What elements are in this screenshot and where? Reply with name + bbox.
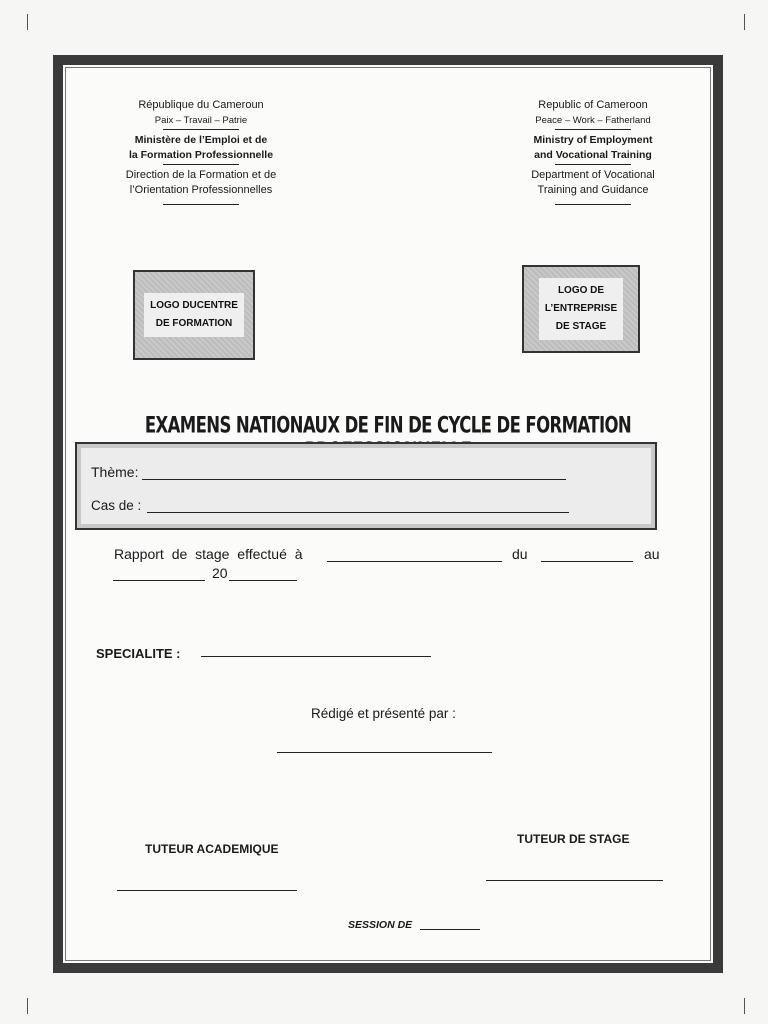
cas-field[interactable]	[147, 498, 569, 513]
ministry-en-2: and Vocational Training	[534, 149, 652, 161]
rapport-au-label: au	[644, 546, 660, 562]
redige-label: Rédigé et présenté par :	[311, 706, 456, 721]
direction-fr-1: Direction de la Formation et de	[125, 169, 277, 181]
logo-right-line-2: L’ENTREPRISE	[544, 303, 618, 314]
crop-mark-top-left	[27, 14, 28, 30]
crop-mark-bottom-left	[27, 998, 28, 1014]
direction-en-1: Department of Vocational	[531, 169, 655, 181]
training-center-logo-placeholder	[133, 270, 255, 360]
country-name-en: Republic of Cameroon	[538, 99, 648, 111]
rapport-from-date-field[interactable]	[541, 561, 633, 562]
cas-label: Cas de :	[91, 498, 142, 513]
crop-mark-top-right	[744, 14, 745, 30]
direction-en-2: Training and Guidance	[537, 184, 649, 196]
header-right	[498, 98, 688, 208]
internship-tutor-label: TUTEUR DE STAGE	[517, 832, 630, 846]
specialite-field[interactable]	[201, 656, 431, 657]
header-left	[108, 98, 294, 208]
theme-field[interactable]	[142, 465, 566, 480]
logo-left-line-1: LOGO DUCENTRE	[150, 300, 238, 311]
rapport-year-field[interactable]	[229, 580, 297, 581]
rapport-du-label: du	[512, 546, 528, 562]
divider	[555, 164, 631, 165]
logo-right-line-1: LOGO DE	[557, 285, 605, 296]
logo-right-line-3: DE STAGE	[555, 321, 607, 332]
academic-tutor-label: TUTEUR ACADEMIQUE	[145, 842, 279, 856]
rapport-to-date-field[interactable]	[113, 580, 205, 581]
company-logo-placeholder	[522, 265, 640, 353]
author-name-field[interactable]	[277, 752, 492, 753]
crop-mark-bottom-right	[744, 998, 745, 1014]
divider	[555, 129, 631, 130]
document-title: EXAMENS NATIONAUX DE FIN DE CYCLE DE FORMATION	[144, 412, 632, 438]
ministry-fr-1: Ministère de l’Emploi et de	[134, 134, 268, 146]
cas-row	[91, 498, 569, 513]
theme-label: Thème:	[91, 464, 139, 480]
theme-row	[91, 464, 566, 480]
theme-box	[75, 442, 657, 530]
rapport-text: Rapport de stage effectué à	[114, 546, 303, 562]
academic-tutor-field[interactable]	[117, 890, 297, 891]
divider	[163, 164, 239, 165]
country-name-fr: République du Cameroun	[138, 99, 264, 111]
divider	[163, 204, 239, 205]
motto-en: Peace – Work – Fatherland	[535, 115, 651, 126]
ministry-en-1: Ministry of Employment	[533, 134, 653, 146]
session-label: SESSION DE	[348, 919, 413, 931]
divider	[163, 129, 239, 130]
direction-fr-2: l’Orientation Professionnelles	[129, 184, 273, 196]
rapport-place-field[interactable]	[327, 561, 502, 562]
logo-left-line-2: DE FORMATION	[155, 318, 233, 329]
session-field[interactable]	[420, 929, 480, 930]
motto-fr: Paix – Travail – Patrie	[154, 115, 248, 126]
divider	[555, 204, 631, 205]
ministry-fr-2: la Formation Professionnelle	[128, 149, 274, 161]
specialite-label: SPECIALITE :	[96, 646, 181, 661]
internship-tutor-field[interactable]	[486, 880, 663, 881]
rapport-year-prefix: 20	[212, 565, 228, 581]
